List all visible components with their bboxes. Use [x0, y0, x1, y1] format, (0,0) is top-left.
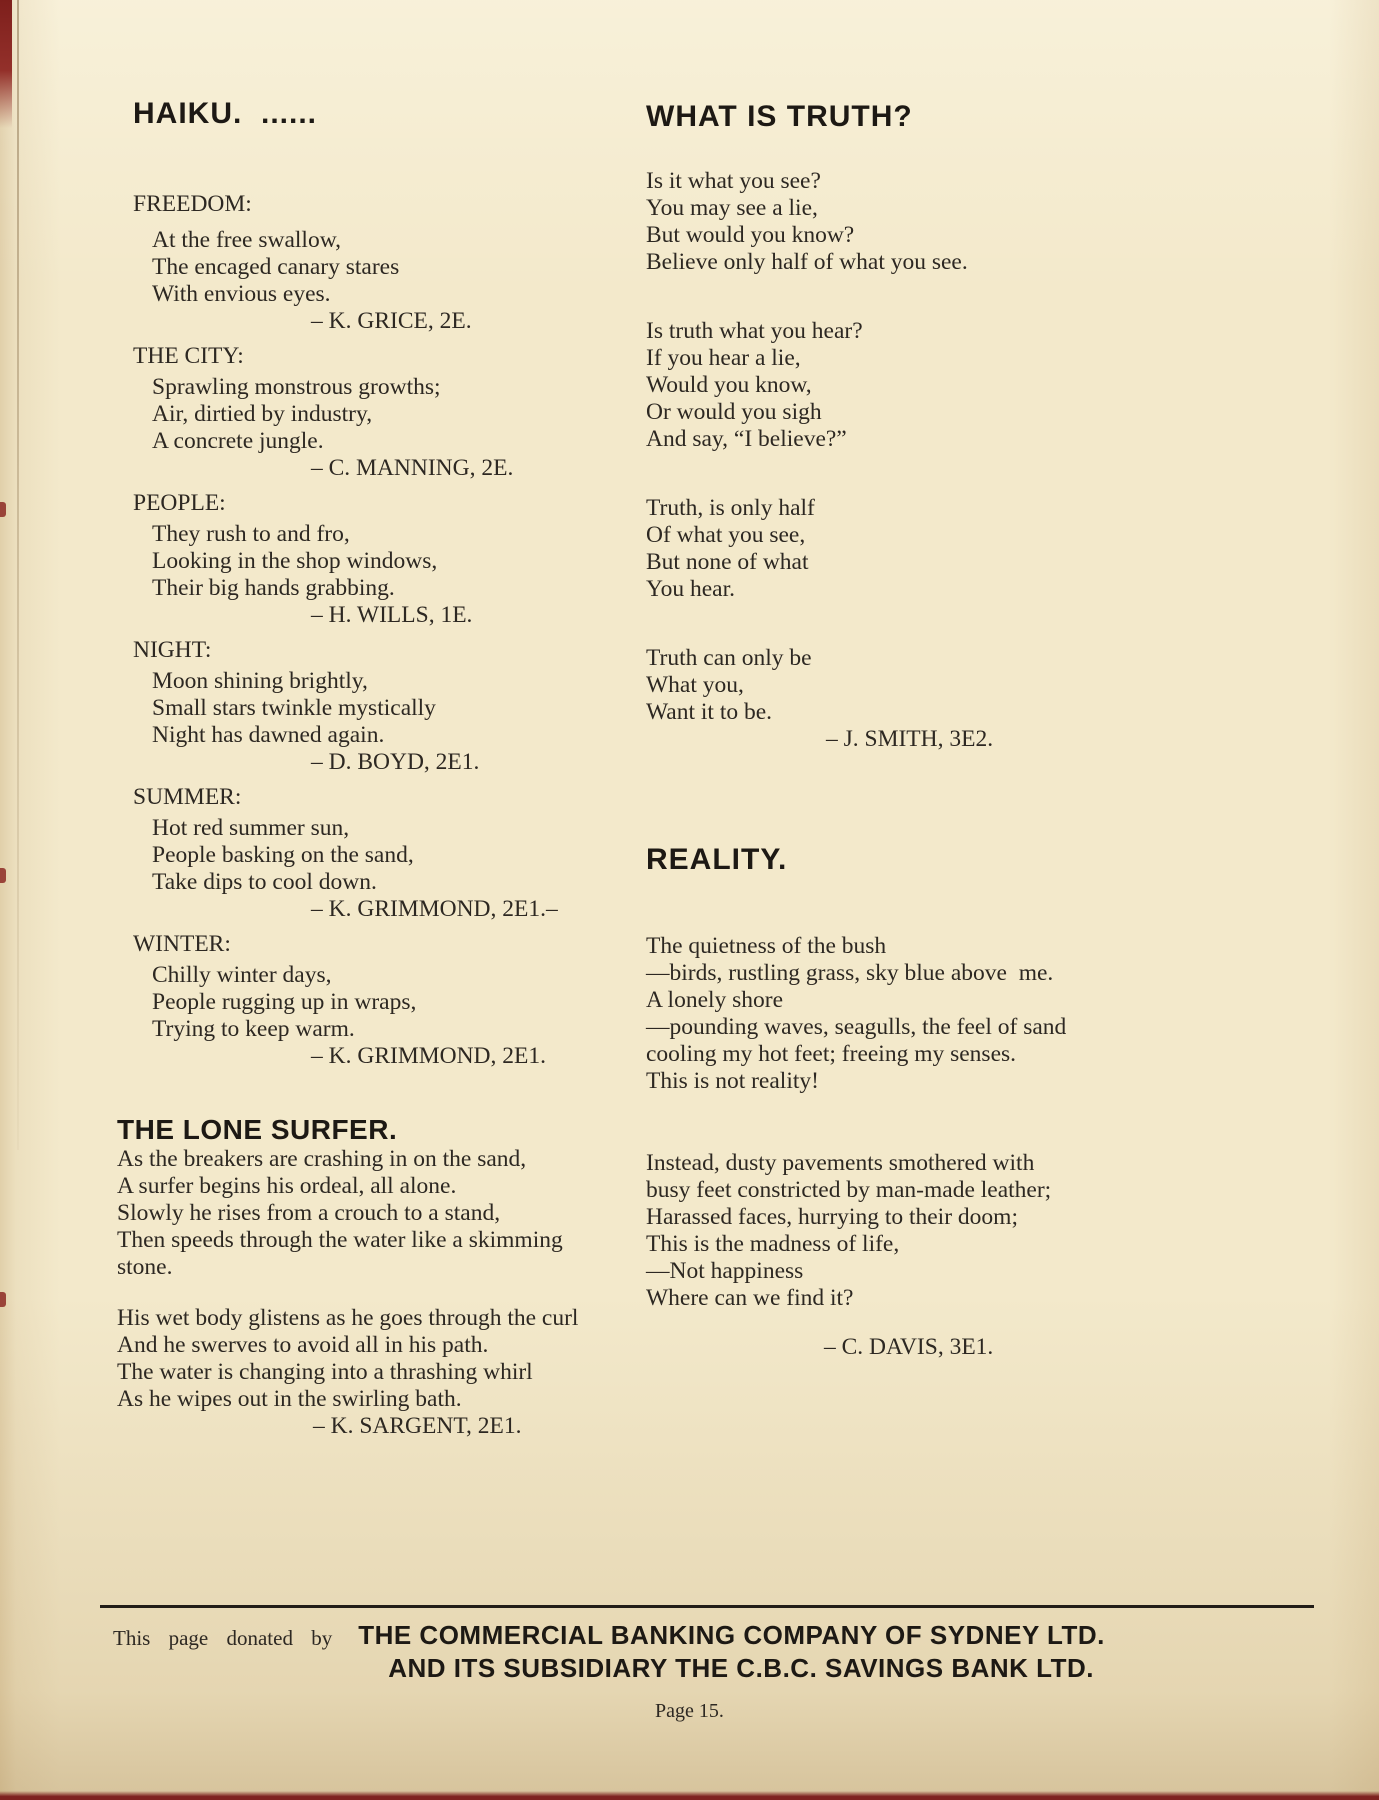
poem-title: WINTER:: [133, 931, 231, 957]
poem-lines: [152, 227, 638, 308]
poem-line: With envious eyes.: [152, 281, 331, 307]
left-column: [117, 97, 638, 1440]
poem-stanza: [646, 318, 1256, 453]
poem-line: This is not reality!: [646, 1068, 819, 1094]
poem-lines: [152, 521, 638, 602]
haiku-summer: [133, 784, 638, 923]
poem-line: As he wipes out in the swirling bath.: [117, 1386, 462, 1412]
poem-lone-surfer: [117, 1116, 638, 1440]
poem-stanza: [646, 1150, 1256, 1312]
sponsor-footer: [113, 1619, 1105, 1685]
poem-stanza: [646, 495, 1256, 603]
sponsor-line-2: AND ITS SUBSIDIARY THE C.B.C. SAVINGS BANK LTD.: [388, 1653, 1094, 1683]
poem-line: If you hear a lie,: [646, 345, 801, 371]
poem-title: THE CITY:: [133, 343, 244, 369]
author-credit: – K. GRIMMOND, 2E1.: [311, 1043, 546, 1069]
poem-line: Where can we find it?: [646, 1285, 854, 1311]
poem-stanza: [117, 1305, 638, 1413]
poem-line: Is it what you see?: [646, 168, 821, 194]
binding-mark-bottom: [0, 1791, 1379, 1800]
poem-title: PEOPLE:: [133, 490, 226, 516]
poem-line: His wet body glistens as he goes through the curl: [117, 1305, 579, 1331]
lone-surfer-heading: THE LONE SURFER.: [117, 1114, 398, 1145]
author-credit: – K. SARGENT, 2E1.: [313, 1413, 522, 1439]
poem-line: But none of what: [646, 549, 809, 575]
poem-line: The water is changing into a thrashing whirl: [117, 1359, 533, 1385]
binding-tick: [0, 502, 6, 517]
poem-title: SUMMER:: [133, 784, 242, 810]
author-credit: – J. SMITH, 3E2.: [826, 726, 994, 752]
reality-heading: REALITY.: [646, 843, 788, 876]
poem-line: A surfer begins his ordeal, all alone.: [117, 1173, 457, 1199]
poem-line: stone.: [117, 1254, 173, 1280]
poem-line: Harassed faces, hurrying to their doom;: [646, 1204, 1018, 1230]
haiku-the-city: [133, 343, 638, 482]
poem-line: busy feet constricted by man-made leather;: [646, 1177, 1052, 1203]
poem-line: Truth, is only half: [646, 495, 815, 521]
binding-mark-top-left: [0, 0, 12, 128]
what-is-truth-heading: WHAT IS TRUTH?: [646, 100, 913, 133]
haiku-heading: HAIKU. ......: [133, 97, 318, 130]
haiku-winter: [133, 931, 638, 1070]
poem-line: Moon shining brightly,: [152, 668, 368, 694]
haiku-people: [133, 490, 638, 629]
poem-line: Instead, dusty pavements smothered with: [646, 1150, 1035, 1176]
haiku-night: [133, 637, 638, 776]
poem-stanza: [646, 933, 1256, 1095]
poem-line: What you,: [646, 672, 744, 698]
poem-stanza: [646, 168, 1256, 276]
binding-tick: [0, 1292, 6, 1307]
poem-line: A concrete jungle.: [152, 428, 324, 454]
poem-line: Then speeds through the water like a skimming: [117, 1227, 563, 1253]
author-credit: – C. MANNING, 2E.: [311, 455, 514, 481]
poem-line: Their big hands grabbing.: [152, 575, 395, 601]
poem-lines: [152, 962, 638, 1043]
poem-line: Want it to be.: [646, 699, 773, 725]
author-credit: – H. WILLS, 1E.: [311, 602, 473, 628]
poem-line: The encaged canary stares: [152, 254, 400, 280]
poem-line: Sprawling monstrous growths;: [152, 374, 441, 400]
poem-line: —Not happiness: [646, 1258, 804, 1284]
donated-by-label: This page donated by: [113, 1626, 333, 1650]
poem-line: Is truth what you hear?: [646, 318, 863, 344]
poem-line: —pounding waves, seagulls, the feel of sand: [646, 1014, 1067, 1040]
poem-line: You may see a lie,: [646, 195, 818, 221]
sponsor-line-1: THE COMMERCIAL BANKING COMPANY OF SYDNEY LTD.: [358, 1620, 1105, 1650]
poem-line: But would you know?: [646, 222, 855, 248]
poem-lines: [152, 374, 638, 455]
haiku-freedom: [133, 191, 638, 335]
poem-line: Believe only half of what you see.: [646, 249, 968, 275]
poem-line: Trying to keep warm.: [152, 1016, 355, 1042]
author-credit: – D. BOYD, 2E1.: [311, 749, 480, 775]
poem-line: Small stars twinkle mystically: [152, 695, 436, 721]
poem-line: Night has dawned again.: [152, 722, 385, 748]
poem-line: The quietness of the bush: [646, 933, 887, 959]
poem-line: You hear.: [646, 576, 736, 602]
poem-line: As the breakers are crashing in on the sand,: [117, 1146, 527, 1172]
binding-tick: [0, 868, 6, 883]
poem-line: And he swerves to avoid all in his path.: [117, 1332, 489, 1358]
poem-stanza: [646, 645, 1256, 726]
poem-lines: [152, 668, 638, 749]
poem-line: Truth can only be: [646, 645, 812, 671]
poem-line: cooling my hot feet; freeing my senses.: [646, 1041, 1017, 1067]
poem-line: People rugging up in wraps,: [152, 989, 417, 1015]
poem-stanza: [117, 1146, 638, 1281]
page-crease: [17, 0, 19, 1150]
poem-line: Slowly he rises from a crouch to a stand,: [117, 1200, 501, 1226]
author-credit: – K. GRICE, 2E.: [311, 308, 472, 334]
right-column: [646, 100, 1256, 1361]
poem-line: Take dips to cool down.: [152, 869, 377, 895]
poem-line: Looking in the shop windows,: [152, 548, 438, 574]
poem-line: This is the madness of life,: [646, 1231, 900, 1257]
footer-divider: [100, 1605, 1314, 1608]
poem-line: And say, “I believe?”: [646, 426, 847, 452]
poem-lines: [152, 815, 638, 896]
poem-line: A lonely shore: [646, 987, 784, 1013]
poem-line: They rush to and fro,: [152, 521, 350, 547]
poem-line: —birds, rustling grass, sky blue above me.: [646, 960, 1054, 986]
poem-line: Or would you sigh: [646, 399, 822, 425]
poem-line: Air, dirtied by industry,: [152, 401, 373, 427]
poem-title: NIGHT:: [133, 637, 212, 663]
author-credit: – C. DAVIS, 3E1.: [824, 1334, 994, 1360]
poem-line: People basking on the sand,: [152, 842, 414, 868]
author-credit: – K. GRIMMOND, 2E1.–: [311, 896, 558, 922]
page-number: Page 15.: [655, 1700, 724, 1722]
poem-line: At the free swallow,: [152, 227, 342, 253]
poem-title: FREEDOM:: [133, 191, 252, 217]
poem-line: Chilly winter days,: [152, 962, 332, 988]
poem-line: Would you know,: [646, 372, 812, 398]
poem-line: Of what you see,: [646, 522, 806, 548]
poem-line: Hot red summer sun,: [152, 815, 350, 841]
sponsor-name: [358, 1619, 1105, 1685]
